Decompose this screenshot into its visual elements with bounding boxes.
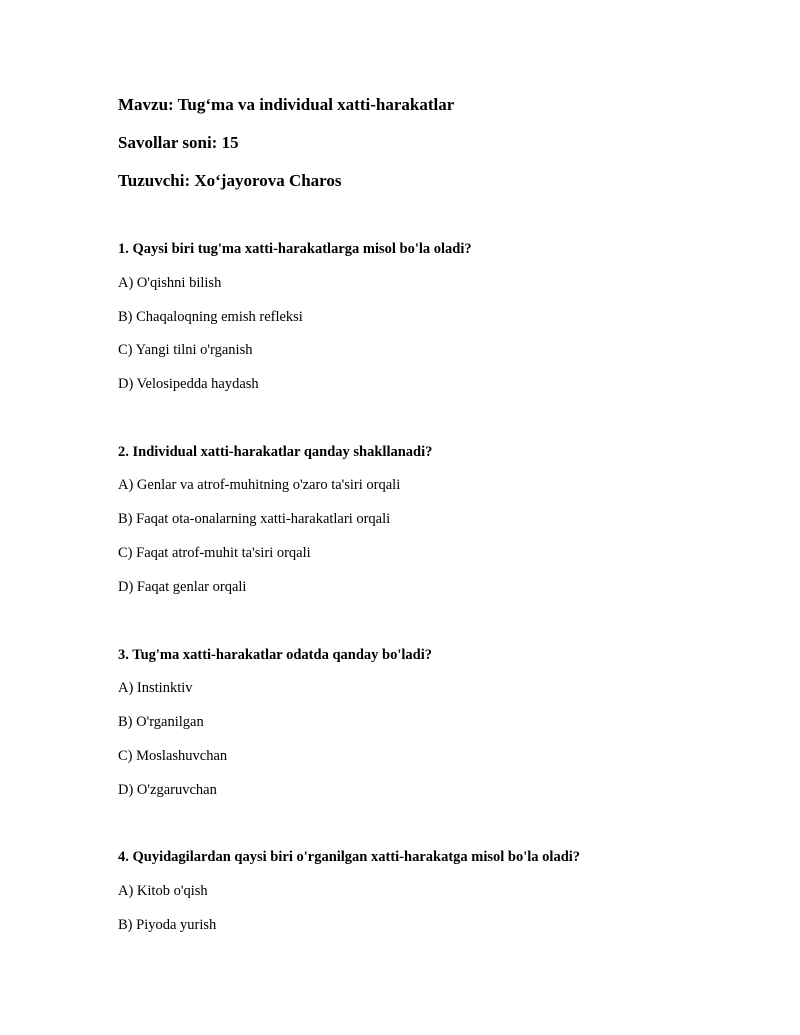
question-3: 3. Tug'ma xatti-harakatlar odatda qanday bo'ladi?	[118, 647, 432, 663]
question-2: 2. Individual xatti-harakatlar qanday shakllanadi?	[118, 444, 433, 460]
question-2-option-b: B) Faqat ota-onalarning xatti-harakatlari orqali	[118, 511, 391, 527]
question-2-option-c: C) Faqat atrof-muhit ta'siri orqali	[118, 545, 311, 561]
question-1-option-c: C) Yangi tilni o'rganish	[118, 342, 253, 358]
question-4-option-a: A) Kitob o'qish	[118, 883, 208, 899]
question-1-option-a: A) O'qishni bilish	[118, 275, 222, 291]
question-1: 1. Qaysi biri tug'ma xatti-harakatlarga misol bo'la oladi?	[118, 241, 472, 257]
question-3-option-c: C) Moslashuvchan	[118, 748, 228, 764]
question-3-option-d: D) O'zgaruvchan	[118, 782, 217, 798]
question-3-option-b: B) O'rganilgan	[118, 714, 204, 730]
question-1-option-d: D) Velosipedda haydash	[118, 376, 259, 392]
question-4: 4. Quyidagilardan qaysi biri o'rganilgan xatti-harakatga misol bo'la oladi?	[118, 849, 581, 865]
topic-heading: Mavzu: Tug‘ma va individual xatti-harakatlar	[118, 95, 455, 114]
author-heading: Tuzuvchi: Xo‘jayorova Charos	[118, 171, 342, 190]
question-1-option-b: B) Chaqaloqning emish refleksi	[118, 309, 303, 325]
question-3-option-a: A) Instinktiv	[118, 680, 193, 696]
question-4-option-b: B) Piyoda yurish	[118, 917, 217, 933]
question-2-option-d: D) Faqat genlar orqali	[118, 579, 247, 595]
question-count-heading: Savollar soni: 15	[118, 133, 239, 152]
question-2-option-a: A) Genlar va atrof-muhitning o'zaro ta'siri orqali	[118, 477, 401, 493]
